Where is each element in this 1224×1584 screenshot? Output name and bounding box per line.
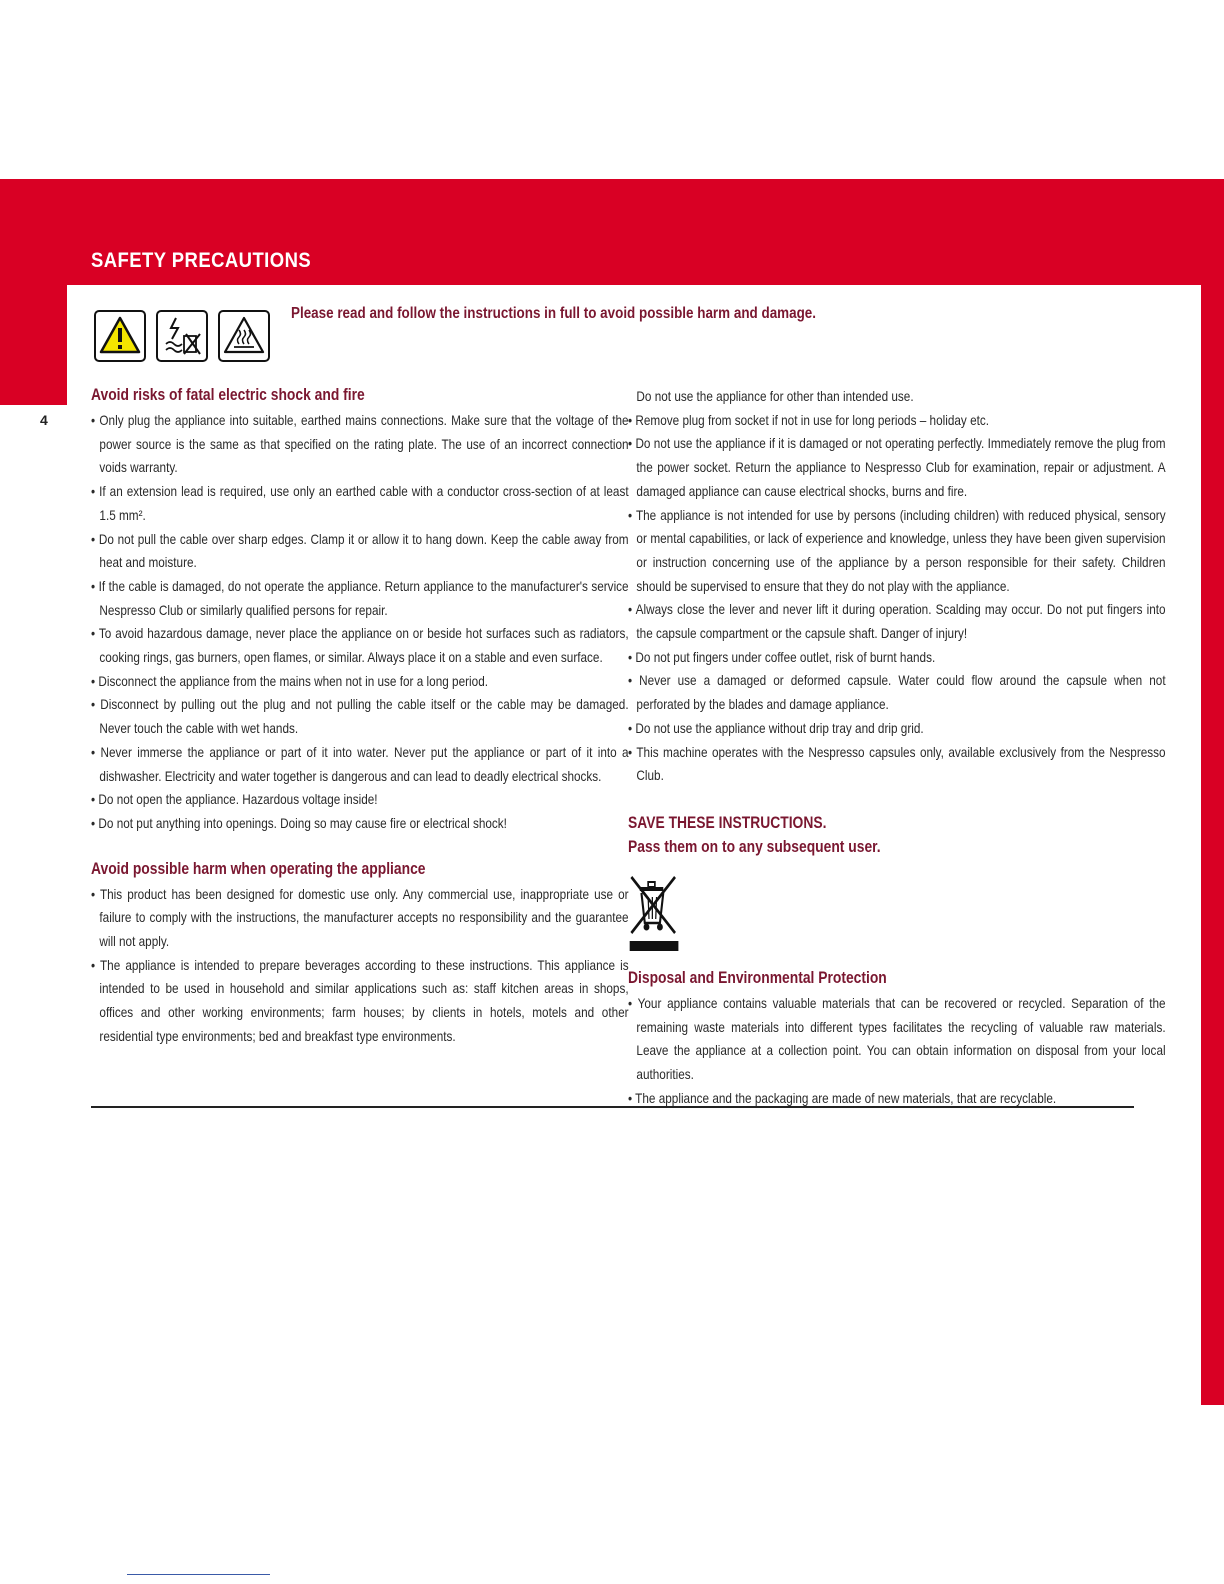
list-item: • Disconnect the appliance from the mains when not in use for a long period. bbox=[91, 672, 489, 689]
pass-on-note: Pass them on to any subsequent user. bbox=[628, 837, 881, 856]
list-item: • Do not use the appliance if it is damaged or not operating perfectly. Immediately remove the plug from the power socket. Return the appliance to Nespresso Club for examination, repair or adjustment. A damaged appliance can cause electrical shocks, burns and fire. bbox=[628, 435, 1166, 499]
intro-text: Please read and follow the instructions in full to avoid possible harm and damage. bbox=[291, 305, 817, 322]
list-item: • This product has been designed for domestic use only. Any commercial use, inappropriate use or failure to comply with the instructions, the manufacturer accepts no responsibility and the guarantee will not apply. bbox=[91, 885, 629, 950]
list-item: • Never immerse the appliance or part of it into water. Never put the appliance or part of it into a dishwasher. Electricity and water together is dangerous and can lead to deadly electrical shocks. bbox=[91, 743, 629, 784]
page-title: SAFETY PRECAUTIONS bbox=[91, 249, 312, 272]
list-item: • Do not put fingers under coffee outlet, risk of burnt hands. bbox=[628, 648, 936, 665]
list-item: • Do not pull the cable over sharp edges. Clamp it or allow it to hang down. Keep the cable away from heat and moisture. bbox=[91, 530, 629, 571]
list-item: • Remove plug from socket if not in use for long periods – holiday etc. bbox=[628, 411, 990, 428]
list-item: • Your appliance contains valuable materials that can be recovered or recycled. Separation of the remaining waste materials into different types facilitates the recycling of valuable raw materials. Leave the appliance at a collection point. You can obtain information on disposal from your local authorities. bbox=[628, 994, 1166, 1083]
list-item: • Always close the lever and never lift it during operation. Scalding may occur. Do not put fingers into the capsule compartment or the capsule shaft. Danger of injury! bbox=[628, 601, 1166, 642]
list-item: • Do not open the appliance. Hazardous voltage inside! bbox=[91, 791, 378, 808]
continuation-text: Do not use the appliance for other than intended use. bbox=[636, 388, 914, 404]
list-item: • Do not use the appliance without drip tray and drip grid. bbox=[628, 719, 924, 736]
list-item: • Never use a damaged or deformed capsule. Water could flow around the capsule when not perforated by the blades and damage appliance. bbox=[628, 672, 1166, 713]
electric-heading: Avoid risks of fatal electric shock and fire bbox=[91, 386, 365, 404]
crossed-out-bin-icon bbox=[628, 873, 1166, 958]
list-item: • If the cable is damaged, do not operate the appliance. Return appliance to the manufacturer's service Nespresso Club or similarly qualified persons for repair. bbox=[91, 577, 629, 618]
left-red-strip bbox=[0, 285, 67, 405]
list-item: • Do not put anything into openings. Doing so may cause fire or electrical shock! bbox=[91, 814, 507, 831]
save-instructions: SAVE THESE INSTRUCTIONS. bbox=[628, 813, 827, 832]
warning-icons bbox=[94, 310, 270, 362]
list-item: • The appliance is not intended for use by persons (including children) with reduced physical, sensory or mental capabilities, or lack of experience and knowledge, unless they have been given supervision or instruction concerning use of the appliance by a person responsible for their safety. Children should be supervised to ensure that they do not play with the appliance. bbox=[628, 506, 1166, 594]
right-red-strip bbox=[1201, 285, 1224, 1405]
footer-line bbox=[127, 1574, 270, 1575]
electric-shock-water-icon bbox=[156, 310, 208, 362]
list-item: • Only plug the appliance into suitable, earthed mains connections. Make sure that the voltage of the power source is the same as that specified on the rating plate. The use of an incorrect connection voids warranty. bbox=[91, 412, 629, 476]
list-item: • Disconnect by pulling out the plug and not pulling the cable itself or the cable may be damaged. Never touch the cable with wet hands. bbox=[91, 696, 629, 737]
warning-triangle-icon bbox=[94, 310, 146, 362]
list-item: • If an extension lead is required, use only an earthed cable with a conductor cross-section of at least 1.5 mm². bbox=[91, 483, 629, 523]
left-column bbox=[91, 385, 629, 1049]
list-item: • This machine operates with the Nespresso capsules only, available exclusively from the Nespresso Club. bbox=[628, 743, 1166, 784]
page-number: 4 bbox=[40, 412, 48, 428]
hot-surface-icon bbox=[218, 310, 270, 362]
list-item: • The appliance and the packaging are made of new materials, that are recyclable. bbox=[628, 1089, 1057, 1106]
list-item: • To avoid hazardous damage, never place the appliance on or beside hot surfaces such as radiators, cooking rings, gas burners, open flames, or similar. Always place it on a stable and even surface. bbox=[91, 625, 629, 666]
operating-heading: Avoid possible harm when operating the appliance bbox=[91, 859, 426, 878]
right-column bbox=[628, 385, 1166, 1110]
bottom-rule bbox=[91, 1106, 1134, 1108]
disposal-heading: Disposal and Environmental Protection bbox=[628, 968, 887, 987]
list-item: • The appliance is intended to prepare beverages according to these instructions. This appliance is intended to be used in household and similar applications such as: staff kitchen areas in shops, offices and other working environments; farm houses; by clients in hotels, motels and other residential type environments; bed and breakfast type environments. bbox=[91, 956, 629, 1044]
